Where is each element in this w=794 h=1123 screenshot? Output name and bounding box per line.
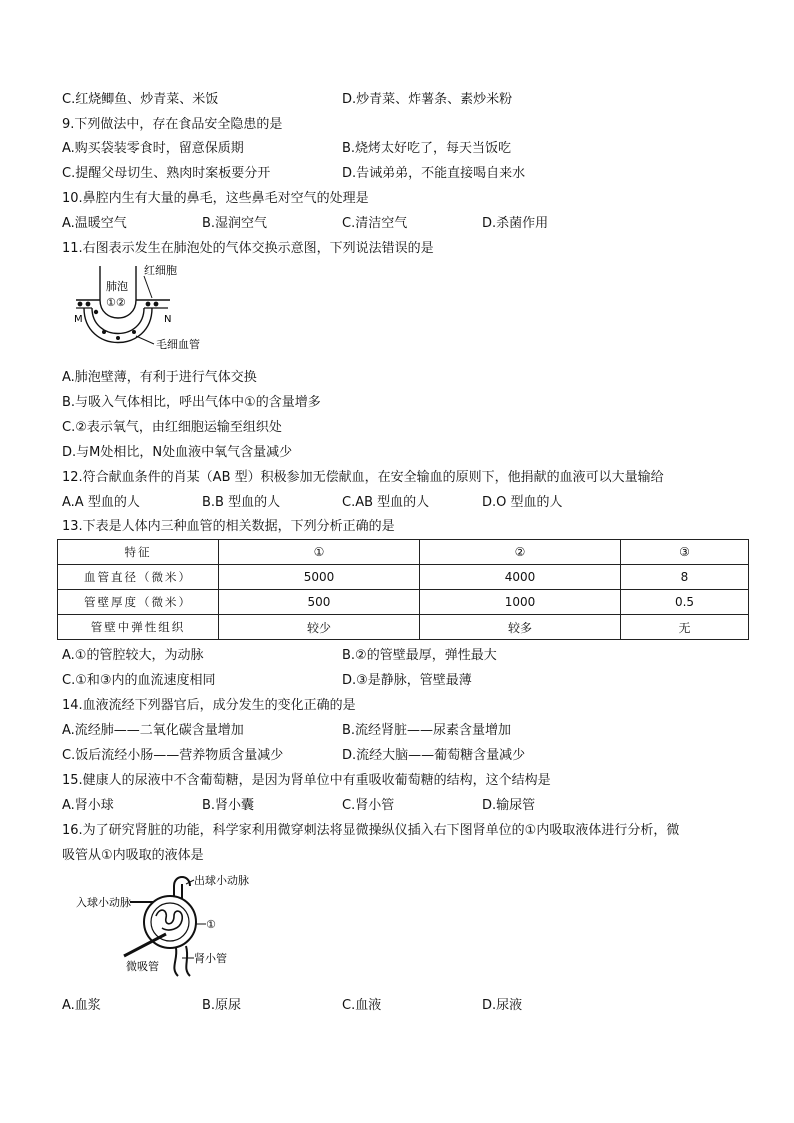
q13-option-c: C.①和③内的血流速度相同 xyxy=(62,673,216,688)
q8-option-c: C.红烧鲫鱼、炒青菜、米饭 xyxy=(62,92,219,107)
q14-options-ab xyxy=(62,722,742,740)
table-row xyxy=(58,590,749,615)
q16-option-b: B.原尿 xyxy=(202,998,242,1013)
q11-option-b: B.与吸入气体相比，呼出气体中①的含量增多 xyxy=(62,395,321,410)
fig-label-n: N xyxy=(164,314,172,325)
q14-option-c: C.饭后流经小肠——营养物质含量减少 xyxy=(62,748,284,763)
q10-option-c: C.清洁空气 xyxy=(342,216,408,231)
table-header-cell: ② xyxy=(419,540,620,565)
table-cell: 血管直径（微米） xyxy=(58,565,219,590)
fig-label-efferent-arteriole: 出球小动脉 xyxy=(194,874,249,887)
q12-stem: 12.符合献血条件的肖某（AB 型）积极参加无偿献血，在安全输血的原则下，他捐献的血液可以大量输给 xyxy=(62,470,664,485)
q11-option-d: D.与M处相比，N处血液中氧气含量减少 xyxy=(62,445,293,460)
table-cell: 0.5 xyxy=(620,590,748,615)
q9-option-c: C.提醒父母切生、熟肉时案板要分开 xyxy=(62,166,271,181)
table-header-cell: ③ xyxy=(620,540,748,565)
table-row xyxy=(58,615,749,640)
q12-option-c: C.AB 型血的人 xyxy=(342,495,430,510)
q15-options xyxy=(62,797,742,815)
q9-option-a: A.购买袋装零食时，留意保质期 xyxy=(62,141,244,156)
fig-label-one: ① xyxy=(206,918,216,931)
table-header-row xyxy=(58,540,749,565)
q10-stem: 10.鼻腔内生有大量的鼻毛，这些鼻毛对空气的处理是 xyxy=(62,191,369,206)
q12-options xyxy=(62,494,742,512)
table-cell: 较少 xyxy=(219,615,420,640)
fig-label-gas-numbers: ①② xyxy=(106,296,126,309)
blood-vessel-data-table xyxy=(57,539,749,640)
fig-label-afferent-arteriole: 入球小动脉 xyxy=(76,896,131,909)
q10-option-d: D.杀菌作用 xyxy=(482,216,549,231)
q16-stem-line1: 16.为了研究肾脏的功能，科学家利用微穿刺法将显微操纵仪插入右下图肾单位的①内吸取液体进行分析，微 xyxy=(62,823,680,838)
table-row xyxy=(58,565,749,590)
q14-options-cd xyxy=(62,747,742,765)
q11-option-a: A.肺泡壁薄，有利于进行气体交换 xyxy=(62,370,257,385)
q9-stem: 9.下列做法中，存在食品安全隐患的是 xyxy=(62,117,283,132)
fig-label-m: M xyxy=(74,314,83,325)
q16-option-d: D.尿液 xyxy=(482,998,523,1013)
q9-options-cd xyxy=(62,165,742,183)
q13-options-ab xyxy=(62,647,742,665)
q16-stem-line2: 吸管从①内吸取的液体是 xyxy=(62,848,204,863)
q14-stem: 14.血液流经下列器官后，成分发生的变化正确的是 xyxy=(62,698,356,713)
q12-option-d: D.O 型血的人 xyxy=(482,495,563,510)
q14-option-d: D.流经大脑——葡萄糖含量减少 xyxy=(342,748,526,763)
table-header-cell: ① xyxy=(219,540,420,565)
q8-options-cd xyxy=(62,91,742,109)
table-cell: 管壁中弹性组织 xyxy=(58,615,219,640)
alveolus-gas-exchange-figure xyxy=(62,262,222,357)
table-cell: 5000 xyxy=(219,565,420,590)
table-cell: 4000 xyxy=(419,565,620,590)
q8-option-d: D.炒青菜、炸薯条、素炒米粉 xyxy=(342,92,513,107)
q13-stem: 13.下表是人体内三种血管的相关数据，下列分析正确的是 xyxy=(62,519,395,534)
table-header-cell: 特征 xyxy=(58,540,219,565)
q15-option-d: D.输尿管 xyxy=(482,798,536,813)
q11-stem: 11.右图表示发生在肺泡处的气体交换示意图，下列说法错误的是 xyxy=(62,241,434,256)
q15-option-c: C.肾小管 xyxy=(342,798,395,813)
q13-options-cd xyxy=(62,672,742,690)
fig-label-red-blood-cell: 红细胞 xyxy=(144,264,177,277)
q10-option-b: B.湿润空气 xyxy=(202,216,268,231)
table-cell: 无 xyxy=(620,615,748,640)
table-cell: 管壁厚度（微米） xyxy=(58,590,219,615)
q15-option-b: B.肾小囊 xyxy=(202,798,255,813)
q16-option-a: A.血浆 xyxy=(62,998,101,1013)
q15-stem: 15.健康人的尿液中不含葡萄糖，是因为肾单位中有重吸收葡萄糖的结构，这个结构是 xyxy=(62,773,551,788)
q16-option-c: C.血液 xyxy=(342,998,382,1013)
q13-option-a: A.①的管腔较大，为动脉 xyxy=(62,648,204,663)
q13-option-d: D.③是静脉，管壁最薄 xyxy=(342,673,472,688)
q12-option-b: B.B 型血的人 xyxy=(202,495,281,510)
q9-option-d: D.告诫弟弟，不能直接喝自来水 xyxy=(342,166,526,181)
table-cell: 500 xyxy=(219,590,420,615)
fig-label-capillary: 毛细血管 xyxy=(156,338,200,351)
fig-label-alveolus: 肺泡 xyxy=(106,280,128,293)
table-cell: 1000 xyxy=(419,590,620,615)
nephron-micropuncture-figure xyxy=(70,872,280,977)
q9-option-b: B.烧烤太好吃了，每天当饭吃 xyxy=(342,141,512,156)
q12-option-a: A.A 型血的人 xyxy=(62,495,140,510)
q15-option-a: A.肾小球 xyxy=(62,798,114,813)
q14-option-a: A.流经肺——二氧化碳含量增加 xyxy=(62,723,244,738)
fig-label-micropipette: 微吸管 xyxy=(126,960,159,973)
q9-options-ab xyxy=(62,140,742,158)
q11-option-c: C.②表示氧气，由红细胞运输至组织处 xyxy=(62,420,282,435)
q13-option-b: B.②的管壁最厚，弹性最大 xyxy=(342,648,497,663)
q14-option-b: B.流经肾脏——尿素含量增加 xyxy=(342,723,512,738)
fig-label-renal-tubule: 肾小管 xyxy=(194,952,227,965)
table-cell: 较多 xyxy=(419,615,620,640)
q10-option-a: A.温暖空气 xyxy=(62,216,127,231)
q10-options xyxy=(62,215,742,233)
table-cell: 8 xyxy=(620,565,748,590)
q16-options xyxy=(62,997,742,1015)
